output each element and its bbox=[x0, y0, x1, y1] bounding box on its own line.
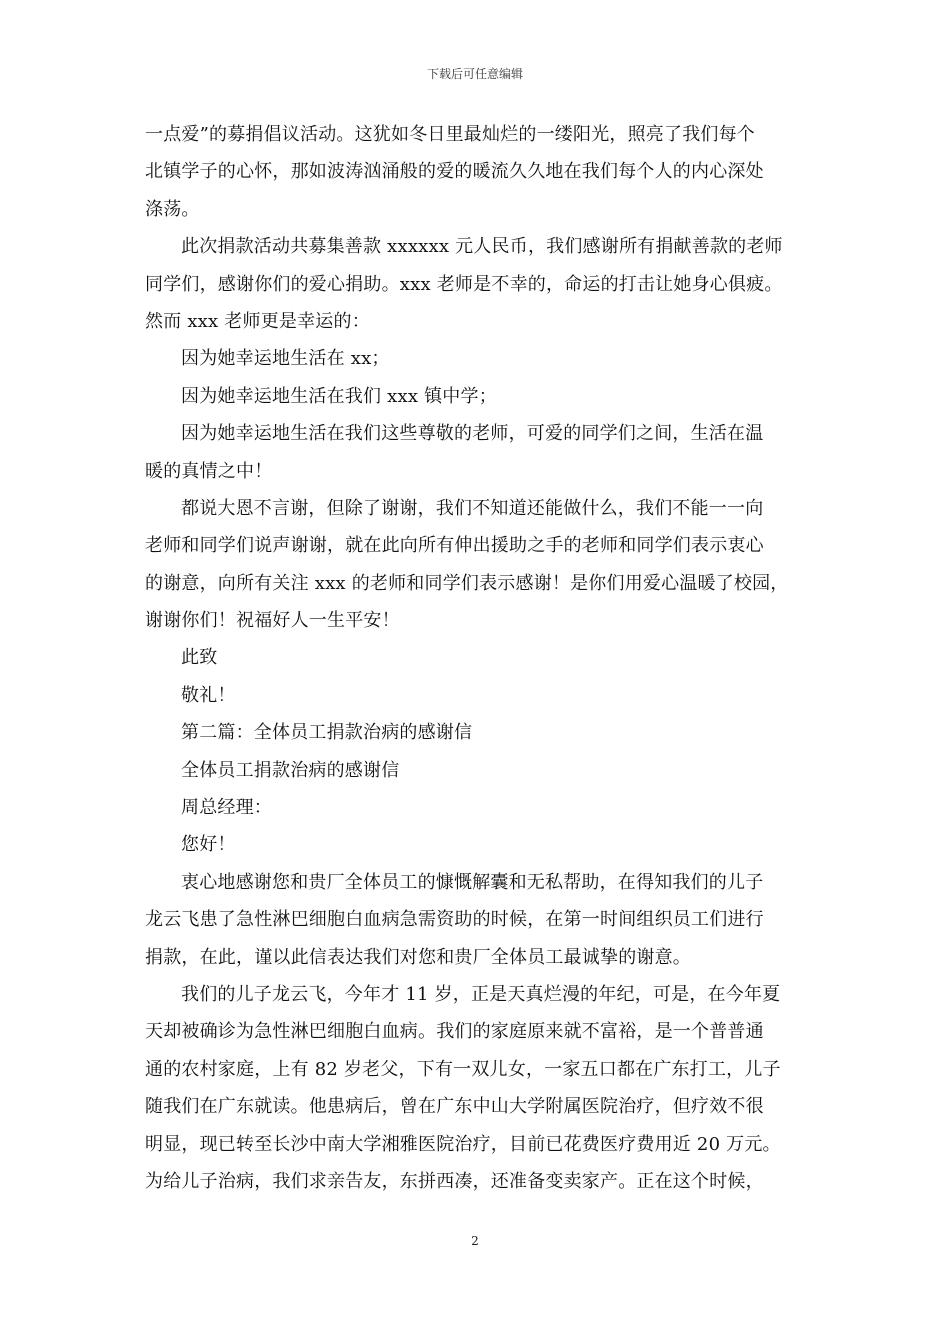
text-line: 您好！ bbox=[181, 834, 236, 856]
text-line: 明显，现已转至长沙中南大学湘雅医院治疗，目前已花费医疗费用近 20 万元。 bbox=[145, 1133, 781, 1155]
text-line: 一点爱”的募捐倡议活动。这犹如冬日里最灿烂的一缕阳光，照亮了我们每个 bbox=[145, 124, 755, 145]
text-line: 衷心地感谢您和贵厂全体员工的慷慨解囊和无私帮助，在得知我们的儿子 bbox=[181, 871, 764, 893]
text-line: 北镇学子的心怀，那如波涛汹涌般的爱的暖流久久地在我们每个人的内心深处 bbox=[145, 161, 764, 183]
text-line: 周总经理： bbox=[181, 797, 272, 819]
text-line: 同学们，感谢你们的爱心捐助。xxx 老师是不幸的，命运的打击让她身心俱疲。 bbox=[145, 273, 783, 295]
text-line: 敬礼！ bbox=[181, 684, 236, 706]
text-line: 第二篇：全体员工捐款治病的感谢信 bbox=[181, 722, 473, 744]
text-line: 天却被确诊为急性淋巴细胞白血病。我们的家庭原来就不富裕，是一个普普通 bbox=[145, 1021, 764, 1043]
text-line: 龙云飞患了急性淋巴细胞白血病急需资助的时候，在第一时间组织员工们进行 bbox=[145, 909, 764, 931]
text-line: 通的农村家庭，上有 82 岁老父，下有一双儿女，一家五口都在广东打工，儿子 bbox=[145, 1058, 781, 1080]
text-line: 都说大恩不言谢，但除了谢谢，我们不知道还能做什么，我们不能一一向 bbox=[181, 497, 764, 519]
document-body bbox=[145, 116, 815, 1200]
text-line: 全体员工捐款治病的感谢信 bbox=[181, 759, 400, 781]
text-line: 此致 bbox=[181, 647, 218, 669]
text-line: 随我们在广东就读。他患病后，曾在广东中山大学附属医院治疗，但疗效不很 bbox=[145, 1096, 764, 1118]
text-line: 谢谢你们！祝福好人一生平安！ bbox=[145, 610, 400, 632]
text-line: 因为她幸运地生活在我们 xxx 镇中学； bbox=[181, 385, 497, 407]
text-line: 涤荡。 bbox=[145, 198, 200, 220]
text-line: 因为她幸运地生活在我们这些尊敬的老师，可爱的同学们之间，生活在温 bbox=[181, 423, 764, 445]
text-line: 然而 xxx 老师更是幸运的： bbox=[145, 310, 370, 332]
page-header: 下载后可任意编辑 bbox=[426, 67, 523, 81]
page-number: 2 bbox=[471, 1234, 479, 1248]
text-line: 老师和同学们说声谢谢，就在此向所有伸出援助之手的老师和同学们表示衷心 bbox=[145, 535, 764, 557]
text-line: 为给儿子治病，我们求亲告友，东拼西凑，还准备变卖家产。正在这个时候， bbox=[145, 1170, 764, 1192]
text-line: 捐款，在此，谨以此信表达我们对您和贵厂全体员工最诚挚的谢意。 bbox=[145, 946, 691, 968]
text-line: 暖的真情之中！ bbox=[145, 460, 273, 482]
text-line: 因为她幸运地生活在 xx； bbox=[181, 348, 390, 370]
text-line: 我们的儿子龙云飞，今年才 11 岁，正是天真烂漫的年纪，可是，在今年夏 bbox=[181, 983, 781, 1005]
text-line: 的谢意，向所有关注 xxx 的老师和同学们表示感谢！是你们用爱心温暖了校园， bbox=[145, 572, 789, 594]
text-line: 此次捐款活动共募集善款 xxxxxx 元人民币，我们感谢所有捐献善款的老师 bbox=[181, 236, 783, 258]
